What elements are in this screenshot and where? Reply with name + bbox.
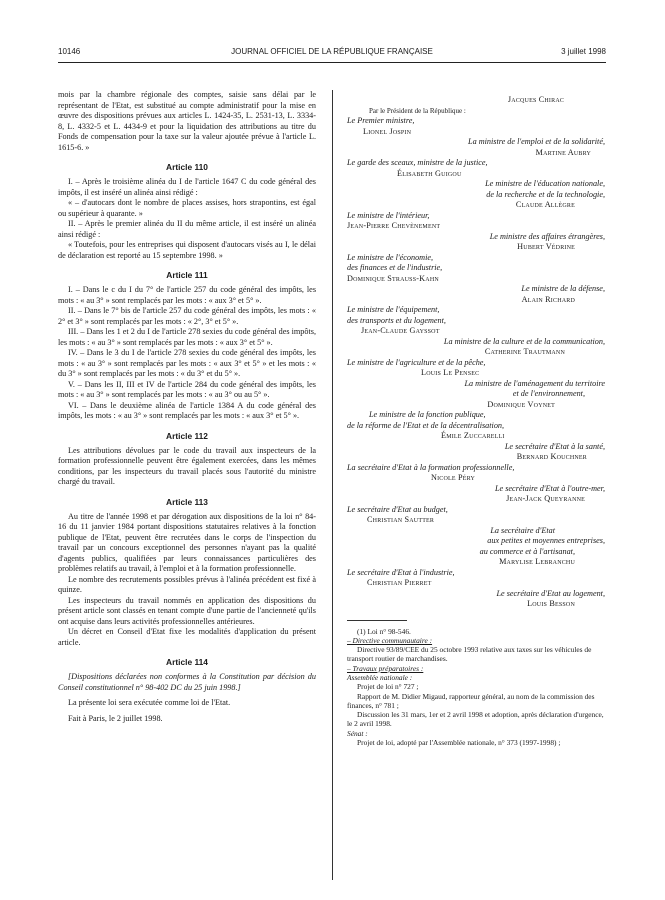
page-number: 10146 [58, 47, 81, 56]
article-113-p2: Le nombre des recrutements possibles prévus à l'alinéa précédent est fixé à quinze. [58, 574, 316, 594]
affaires-etrangeres-name: Hubert Védrine [517, 242, 575, 251]
footnote-travaux-heading: – Travaux préparatoires : [347, 663, 424, 673]
justice-title: Le garde des sceaux, ministre de la justice, [347, 158, 488, 167]
article-113-p4: Un décret en Conseil d'Etat fixe les modalités d'application du présent article. [58, 627, 316, 647]
logement-title: Le secrétaire d'Etat au logement, [496, 588, 605, 598]
page-header [58, 47, 606, 59]
justice-name: Élisabeth Guigou [397, 168, 462, 178]
emploi-title: La ministre de l'emploi et de la solidarité, [468, 137, 605, 146]
economie-title-2: des finances et de l'industrie, [347, 263, 443, 272]
closing-place-date: Fait à Paris, le 2 juillet 1998. [68, 713, 163, 723]
issue-date: 3 juillet 1998 [561, 47, 606, 56]
industrie-name: Christian Pierret [367, 578, 432, 587]
column-divider [332, 90, 333, 880]
pme-title-1: La secrétaire d'Etat [490, 525, 555, 535]
intro-paragraph: mois par la chambre régionale des comptes, saisie sans délai par le représentant de l'Etat, est substitué au compte administratif pour la mise en œuvre des dispositions prévues aux articles L. 1424-35, L. 2531-13, L. 3334-8, L. 4332-5 et L. 4434-9 et pour la liquidation des attributions au titre du Fonds de compensation pour la taxe sur la valeur ajoutée prévue à l'article L. 1615-6. » [58, 90, 316, 152]
article-111-p4: IV. – Dans le 3 du I de l'article 278 sexies du code général des impôts, les mots : « au 3° » sont remplacés par les mots : « aux 3° et 5° » et les mots : « du 3° » sont remplacés par les mots : « du 3° et du 5° ». [58, 348, 316, 378]
amenagement-title-2: et de l'environnement, [512, 389, 585, 398]
article-111-p2: II. – Dans le 7° bis de l'article 257 du code général des impôts, les mots : « 2° et 3° » sont remplacés par les mots : « 2°, 3° et 5° ». [58, 306, 316, 326]
education-name: Claude Allègre [515, 200, 575, 209]
amenagement-name: Dominique Voynet [487, 399, 555, 409]
defense-name: Alain Richard [521, 294, 575, 304]
footnote-senat-projet: Projet de loi, adopté par l'Assemblée nationale, n° 373 (1997-1998) ; [357, 738, 561, 748]
sante-title: Le secrétaire d'Etat à la santé, [504, 441, 605, 451]
formation-title: La secrétaire d'Etat à la formation professionnelle, [347, 462, 515, 472]
footnote-law-number: (1) Loi n° 98-546. [357, 626, 411, 636]
footnotes [347, 627, 605, 748]
education-title-2: de la recherche et de la technologie, [486, 189, 605, 199]
header-rule [58, 62, 606, 63]
agriculture-title: Le ministre de l'agriculture et de la pêche, [347, 357, 486, 367]
president-signature: Jacques Chirac [507, 95, 565, 104]
sante-name: Bernard Kouchner [516, 452, 587, 461]
footnote-discussion: Discussion les 31 mars, 1er et 2 avril 1998 et adoption, après déclaration d'urgence, le 2 avril 1998. [347, 710, 604, 729]
footnote-rapport: Rapport de M. Didier Migaud, rapporteur général, au nom de la commission des finances, n° 781 ; [347, 691, 595, 710]
article-111-p6: VI. – Dans le deuxième alinéa de l'article 1384 A du code général des impôts, les mots : « au 3° » sont remplacés par les mots : « aux 3° et 5° ». [58, 400, 316, 420]
journal-title: JOURNAL OFFICIEL DE LA RÉPUBLIQUE FRANÇAISE [231, 47, 433, 56]
footnote-rule [347, 620, 407, 621]
pme-title-2: aux petites et moyennes entreprises, [487, 536, 605, 545]
fonction-publique-title-1: Le ministre de la fonction publique, [369, 410, 486, 419]
culture-title: La ministre de la culture et de la communication, [443, 336, 605, 346]
culture-name: Catherine Trautmann [484, 347, 565, 356]
equipement-name: Jean-Claude Gayssot [361, 326, 440, 335]
footnote-directive: Directive 93/89/CEE du 25 octobre 1993 relative aux taxes sur les véhicules de transport routier de marchandises. [347, 645, 592, 664]
emploi-name: Martine Aubry [535, 147, 591, 157]
budget-name: Christian Sautter [367, 515, 435, 524]
pm-title: Le Premier ministre, [347, 116, 415, 125]
logement-name: Louis Besson [527, 599, 575, 608]
defense-title: Le ministre de la défense, [521, 284, 605, 293]
footnote-directive-heading: – Directive communautaire : [347, 635, 433, 645]
par-le-president: Par le Président de la République : [369, 106, 466, 115]
economie-name: Dominique Strauss-Kahn [347, 273, 439, 283]
article-111-p3: III. – Dans les 1 et 2 du I de l'article 278 sexies du code général des impôts, les mots : « au 3° » sont remplacés par les mots : « aux 3° et 5° ». [58, 327, 316, 347]
article-111-title: Article 111 [166, 270, 208, 280]
economie-title-1: Le ministre de l'économie, [347, 252, 434, 262]
article-113-p1: Au titre de l'année 1998 et par dérogation aux dispositions de la loi n° 84-16 du 11 janvier 1984 portant dispositions statutaires relatives à la fonction publique de l'Etat, peuvent être recrutées dans le corps de l'inspection du travail par un concours exceptionnel des personnes n'ayant pas la qualité d'agents publics, qualifiées par leurs connaissances particulières des problèmes relatifs au travail, à l'emploi et à la formation professionnelle. [58, 511, 316, 573]
article-113-p3: Les inspecteurs du travail nommés en application des dispositions du présent article sont classés en tenant compte d'une partie de l'ancienneté qu'ils ont acquise dans leurs activités professionnelles antérieures. [58, 595, 316, 626]
article-114-p1: [Dispositions déclarées non conformes à la Constitution par décision du Conseil constitutionnel n° 98-402 DC du 25 juin 1998.] [58, 672, 316, 692]
pme-title-3: au commerce et à l'artisanat, [479, 546, 575, 556]
article-110-p4: « Toutefois, pour les entreprises qui disposent d'autocars visés au I, le délai de déclaration est reporté au 15 septembre 1998. » [58, 240, 316, 260]
agriculture-name: Louis Le Pensec [421, 368, 480, 377]
article-114-title: Article 114 [166, 657, 208, 667]
article-111-p5: V. – Dans les II, III et IV de l'article 284 du code général des impôts, les mots : « au 3° » sont remplacés par les mots : « au 3° ou au 5° ». [58, 379, 316, 399]
article-111-p1: I. – Dans le c du I du 7° de l'article 257 du code général des impôts, les mots : « au 3° » sont remplacés par les mots : « aux 3° et 5° ». [58, 285, 316, 305]
interieur-name: Jean-Pierre Chevènement [347, 221, 441, 230]
footnote-assemblee: Assemblée nationale : [347, 672, 413, 682]
closing-execution: La présente loi sera exécutée comme loi de l'Etat. [68, 698, 231, 707]
footnote-senat: Sénat : [347, 728, 368, 738]
left-column [58, 90, 316, 724]
formation-name: Nicole Péry [431, 473, 476, 482]
fonction-publique-name: Émile Zuccarelli [441, 431, 505, 440]
footnote-projet: Projet de loi n° 727 ; [357, 682, 419, 692]
budget-title: Le secrétaire d'Etat au budget, [347, 504, 448, 514]
right-column [347, 95, 605, 747]
outre-mer-title: Le secrétaire d'Etat à l'outre-mer, [495, 483, 605, 493]
article-112-p1: Les attributions dévolues par le code du travail aux inspecteurs de la formation professionnelle peuvent être également exercées, dans les mêmes conditions, par les inspecteurs du travail placés sous l'autorité du ministre chargé du travail. [58, 445, 316, 486]
pme-name: Marylise Lebranchu [499, 557, 575, 566]
article-110-p3: II. – Après le premier alinéa du II du même article, il est inséré un alinéa ainsi rédigé : [58, 219, 316, 239]
article-110-p1: I. – Après le troisième alinéa du I de l'article 1647 C du code général des impôts, il est inséré un alinéa ainsi rédigé : [58, 177, 316, 197]
industrie-title: Le secrétaire d'Etat à l'industrie, [347, 567, 455, 577]
amenagement-title-1: La ministre de l'aménagement du territoire [464, 378, 605, 388]
article-110-title: Article 110 [166, 162, 208, 172]
affaires-etrangeres-title: Le ministre des affaires étrangères, [489, 231, 605, 241]
equipement-title-2: des transports et du logement, [347, 315, 446, 325]
article-113-title: Article 113 [166, 496, 208, 507]
pm-name: Lionel Jospin [363, 126, 412, 136]
interieur-title: Le ministre de l'intérieur, [347, 210, 430, 220]
article-110-p2: « – d'autocars dont le nombre de places assises, hors strapontins, est égal ou supérieur à quarante. » [58, 198, 316, 218]
education-title-1: Le ministre de l'éducation nationale, [485, 179, 605, 188]
outre-mer-name: Jean-Jack Queyranne [506, 494, 585, 503]
equipement-title-1: Le ministre de l'équipement, [347, 305, 440, 314]
fonction-publique-title-2: de la réforme de l'Etat et de la décentralisation, [347, 420, 505, 430]
article-112-title: Article 112 [166, 430, 208, 441]
